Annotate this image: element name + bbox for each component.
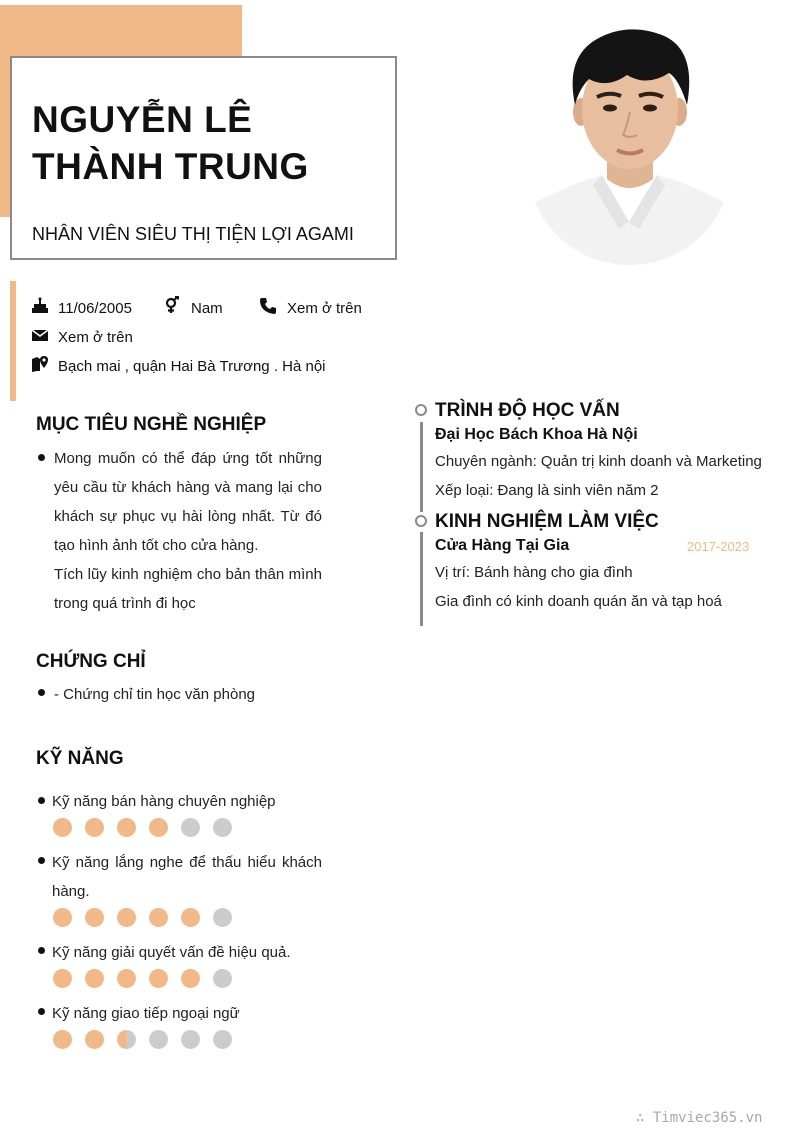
phone-icon	[259, 297, 277, 315]
experience-company: Cửa Hàng Tại Gia	[435, 537, 570, 554]
certificate-bullet	[38, 689, 45, 696]
education-title: TRÌNH ĐỘ HỌC VẤN	[435, 400, 620, 421]
education-school: Đại Học Bách Khoa Hà Nội	[435, 426, 638, 443]
skill-rating	[53, 908, 232, 927]
phone-value: Xem ở trên	[287, 300, 362, 317]
rating-dot	[53, 818, 72, 837]
experience-description: Gia đình có kinh doanh quán ăn và tạp hoá	[435, 593, 722, 610]
envelope-icon	[31, 327, 49, 345]
rating-dot	[53, 1030, 72, 1049]
contact-accent-bar	[10, 281, 16, 401]
skill-label: Kỹ năng giải quyết vấn đề hiệu quả.	[52, 944, 291, 961]
skill-bullet	[38, 797, 45, 804]
rating-dot	[213, 969, 232, 988]
objective-bullet	[38, 454, 45, 461]
skills-title: KỸ NĂNG	[36, 748, 124, 769]
certificate-item: - Chứng chỉ tin học văn phòng	[54, 686, 255, 703]
education-grade: Xếp loại: Đang là sinh viên năm 2	[435, 482, 659, 499]
skill-bullet	[38, 947, 45, 954]
gender-icon	[163, 296, 181, 314]
skill-bullet	[38, 1008, 45, 1015]
education-timeline-line	[420, 422, 423, 512]
rating-dot	[213, 818, 232, 837]
skill-rating	[53, 969, 232, 988]
experience-position: Vị trí: Bánh hàng cho gia đình	[435, 564, 633, 581]
skill-rating	[53, 1030, 232, 1049]
education-major: Chuyên ngành: Quản trị kinh doanh và Marketing	[435, 453, 762, 470]
birthday-value: 11/06/2005	[58, 300, 132, 317]
rating-dot	[181, 1030, 200, 1049]
rating-dot	[149, 818, 168, 837]
skill-rating	[53, 818, 232, 837]
experience-timeline-marker	[415, 515, 427, 527]
rating-dot	[85, 908, 104, 927]
rating-dot	[117, 969, 136, 988]
rating-dot	[181, 908, 200, 927]
rating-dot	[117, 818, 136, 837]
skill-label: Kỹ năng bán hàng chuyên nghiệp	[52, 793, 276, 810]
rating-dot	[149, 908, 168, 927]
rating-dot	[149, 1030, 168, 1049]
profile-photo-illustration	[527, 17, 732, 265]
profile-photo	[527, 17, 732, 265]
gender-value: Nam	[191, 300, 223, 317]
rating-dot	[181, 969, 200, 988]
rating-dot	[53, 969, 72, 988]
rating-dot	[213, 908, 232, 927]
objective-paragraph-2: Tích lũy kinh nghiệm cho bản thân mình trong quá trình đi học	[54, 566, 322, 612]
watermark: ∴ Timviec365.vn	[636, 1110, 763, 1126]
rating-dot	[85, 969, 104, 988]
address-value: Bạch mai , quận Hai Bà Trương . Hà nội	[58, 358, 326, 375]
skill-label: Kỹ năng lắng nghe để thấu hiểu khách hàng.	[52, 854, 322, 900]
rating-dot	[85, 1030, 104, 1049]
objective-title: MỤC TIÊU NGHỀ NGHIỆP	[36, 414, 267, 435]
rating-dot	[181, 818, 200, 837]
name-box	[10, 56, 397, 260]
skill-label: Kỹ năng giao tiếp ngoại ngữ	[52, 1005, 240, 1022]
cake-icon	[31, 297, 49, 315]
objective-paragraph-1: Mong muốn có thể đáp ứng tốt những yêu cầu từ khách hàng và mang lại cho khách sự phục vụ hài lòng nhất. Từ đó tạo hình ảnh tốt cho cửa hàng.	[54, 450, 322, 554]
skill-bullet	[38, 857, 45, 864]
rating-dot	[149, 969, 168, 988]
rating-dot	[117, 1030, 136, 1049]
map-pin-icon	[31, 355, 49, 373]
rating-dot	[117, 908, 136, 927]
job-title: NHÂN VIÊN SIÊU THỊ TIỆN LỢI AGAMI	[32, 224, 354, 244]
certificates-title: CHỨNG CHỈ	[36, 651, 146, 672]
experience-period: 2017-2023	[687, 539, 750, 554]
rating-dot	[85, 818, 104, 837]
rating-dot	[53, 908, 72, 927]
experience-timeline-line	[420, 532, 423, 626]
candidate-name: NGUYỄN LÊ THÀNH TRUNG	[32, 99, 309, 187]
rating-dot	[213, 1030, 232, 1049]
experience-title: KINH NGHIỆM LÀM VIỆC	[435, 511, 659, 532]
education-timeline-marker	[415, 404, 427, 416]
email-value: Xem ở trên	[58, 329, 133, 346]
